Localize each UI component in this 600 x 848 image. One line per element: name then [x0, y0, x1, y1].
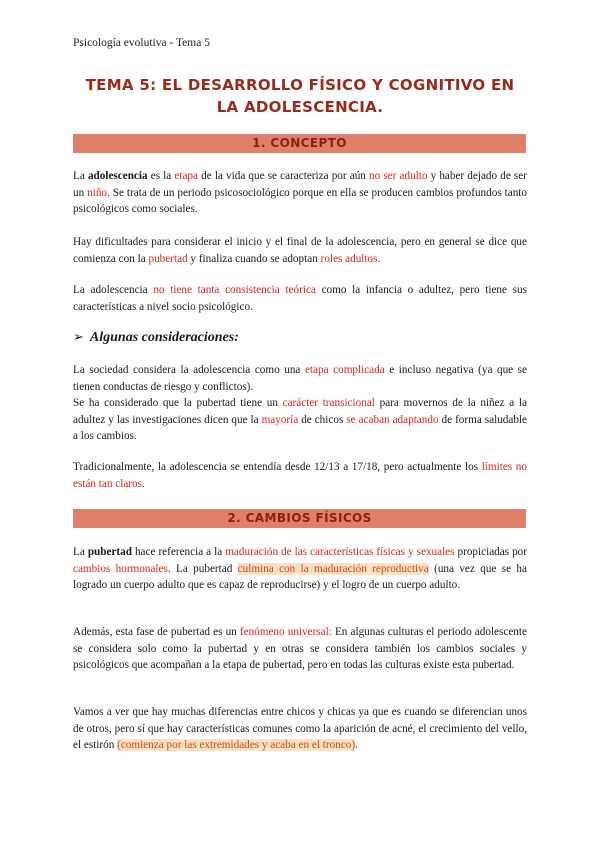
- text: La: [73, 546, 88, 558]
- highlighted-term: (comienza por las extremidades y acaba en el tronco): [117, 739, 356, 751]
- arrow-bullet-icon: ➢: [73, 330, 84, 345]
- red-term: límites no están tan claros: [73, 461, 527, 490]
- red-term: carácter transicional: [282, 397, 375, 409]
- red-term: etapa complicada: [304, 364, 385, 376]
- bold-term: adolescencia: [87, 170, 148, 182]
- text: propiciadas por: [454, 546, 527, 558]
- subheading-text: Algunas consideraciones:: [89, 330, 239, 345]
- text: Se ha considerado que la pubertad tiene un: [73, 397, 283, 409]
- paragraph-inicio-final: [73, 234, 527, 267]
- document-title: [60, 74, 540, 118]
- text: Tradicionalmente, la adolescencia se entendía desde 12/13 a 17/18, pero actualmente los: [73, 461, 482, 473]
- text: . La pubertad: [167, 562, 238, 575]
- bold-term: pubertad: [87, 546, 132, 558]
- text: La sociedad considera la adolescencia como una: [73, 364, 305, 376]
- red-term: no tiene tanta consistencia teórica: [153, 284, 316, 296]
- subheading-consideraciones: [73, 330, 239, 346]
- text: .: [377, 252, 381, 265]
- red-term: se acaban adaptando: [346, 413, 439, 426]
- text: y finaliza cuando se adoptan: [187, 252, 321, 265]
- text: Además, esta fase de pubertad es un: [73, 626, 240, 638]
- red-term: no ser adulto: [369, 170, 428, 182]
- text: (una vez que se ha logrado un cuerpo adulto que es capaz de reproducirse) y el logro de un cuerpo adulto.: [73, 562, 527, 591]
- paragraph-tradicion: [73, 459, 527, 492]
- red-term: pubertad: [148, 252, 188, 265]
- text: . Se trata de un periodo psicosociológico porque en ella se producen cambios profundos tanto psicológicos como sociales.: [73, 186, 527, 215]
- text: para movernos de la niñez a la adultez y las investigaciones dicen que la: [73, 397, 528, 426]
- red-term: fenómeno universal:: [239, 626, 332, 638]
- red-term: roles adultos: [320, 252, 378, 265]
- red-term: mayoría: [261, 413, 299, 426]
- text: Hay dificultades para considerar el inicio y el final de la adolescencia, pero en general se dice que comienza con la: [73, 236, 527, 265]
- paragraph-fenomeno-universal: [73, 624, 527, 674]
- text: de chicos: [298, 413, 347, 426]
- page-header: Psicología evolutiva - Tema 5: [73, 37, 210, 49]
- text: es la: [147, 170, 175, 182]
- paragraph-transicion: [73, 395, 527, 445]
- text: La: [73, 170, 88, 182]
- text: .: [141, 477, 145, 490]
- text: y haber dejado de ser un: [73, 170, 527, 199]
- paragraph-consistencia: [73, 282, 527, 315]
- text: En algunas culturas el periodo adolescente se considera solo como la pubertad y en otras se considera también los cambios sociales y psicológicos que acompañan a la etapa de pubertad, pero en todas las culturas existe esta pubertad.: [73, 626, 527, 671]
- text: La adolescencia: [73, 284, 154, 296]
- paragraph-sociedad: [73, 362, 527, 395]
- highlighted-term: culmina con la maduración reproductiva: [237, 562, 429, 575]
- red-term: cambios hormonales: [73, 562, 168, 575]
- paragraph-pubertad: [73, 544, 527, 594]
- text: hace referencia a la: [131, 546, 226, 558]
- title-line-2: LA ADOLESCENCIA.: [216, 98, 384, 116]
- title-line-1: TEMA 5: EL DESARROLLO FÍSICO Y COGNITIVO EN: [85, 76, 515, 94]
- section-heading-cambios-fisicos: 2. CAMBIOS FÍSICOS: [73, 509, 526, 528]
- text: de forma saludable a los cambios.: [73, 413, 528, 442]
- red-term: maduración de las características físicas y sexuales: [225, 546, 455, 558]
- red-term: etapa: [174, 170, 198, 182]
- red-term: niño: [87, 186, 108, 199]
- text: de la vida que se caracteriza por aún: [198, 170, 370, 182]
- paragraph-diferencias: [73, 704, 527, 754]
- text: e incluso negativa (ya que se tienen conductas de riesgo y conflictos).: [73, 364, 528, 393]
- text: Vamos a ver que hay muchas diferencias entre chicos y chicas ya que es cuando se diferencian unos de otros, pero sí que hay características comunes como la aparición de acné, el crecimiento del vello, el estirón: [73, 706, 527, 751]
- section-heading-concepto: 1. CONCEPTO: [73, 134, 526, 153]
- paragraph-definicion: [73, 168, 527, 218]
- text: .: [355, 739, 358, 751]
- text: como la infancia o adultez, pero tiene sus características a nivel socio psicológico.: [73, 284, 527, 313]
